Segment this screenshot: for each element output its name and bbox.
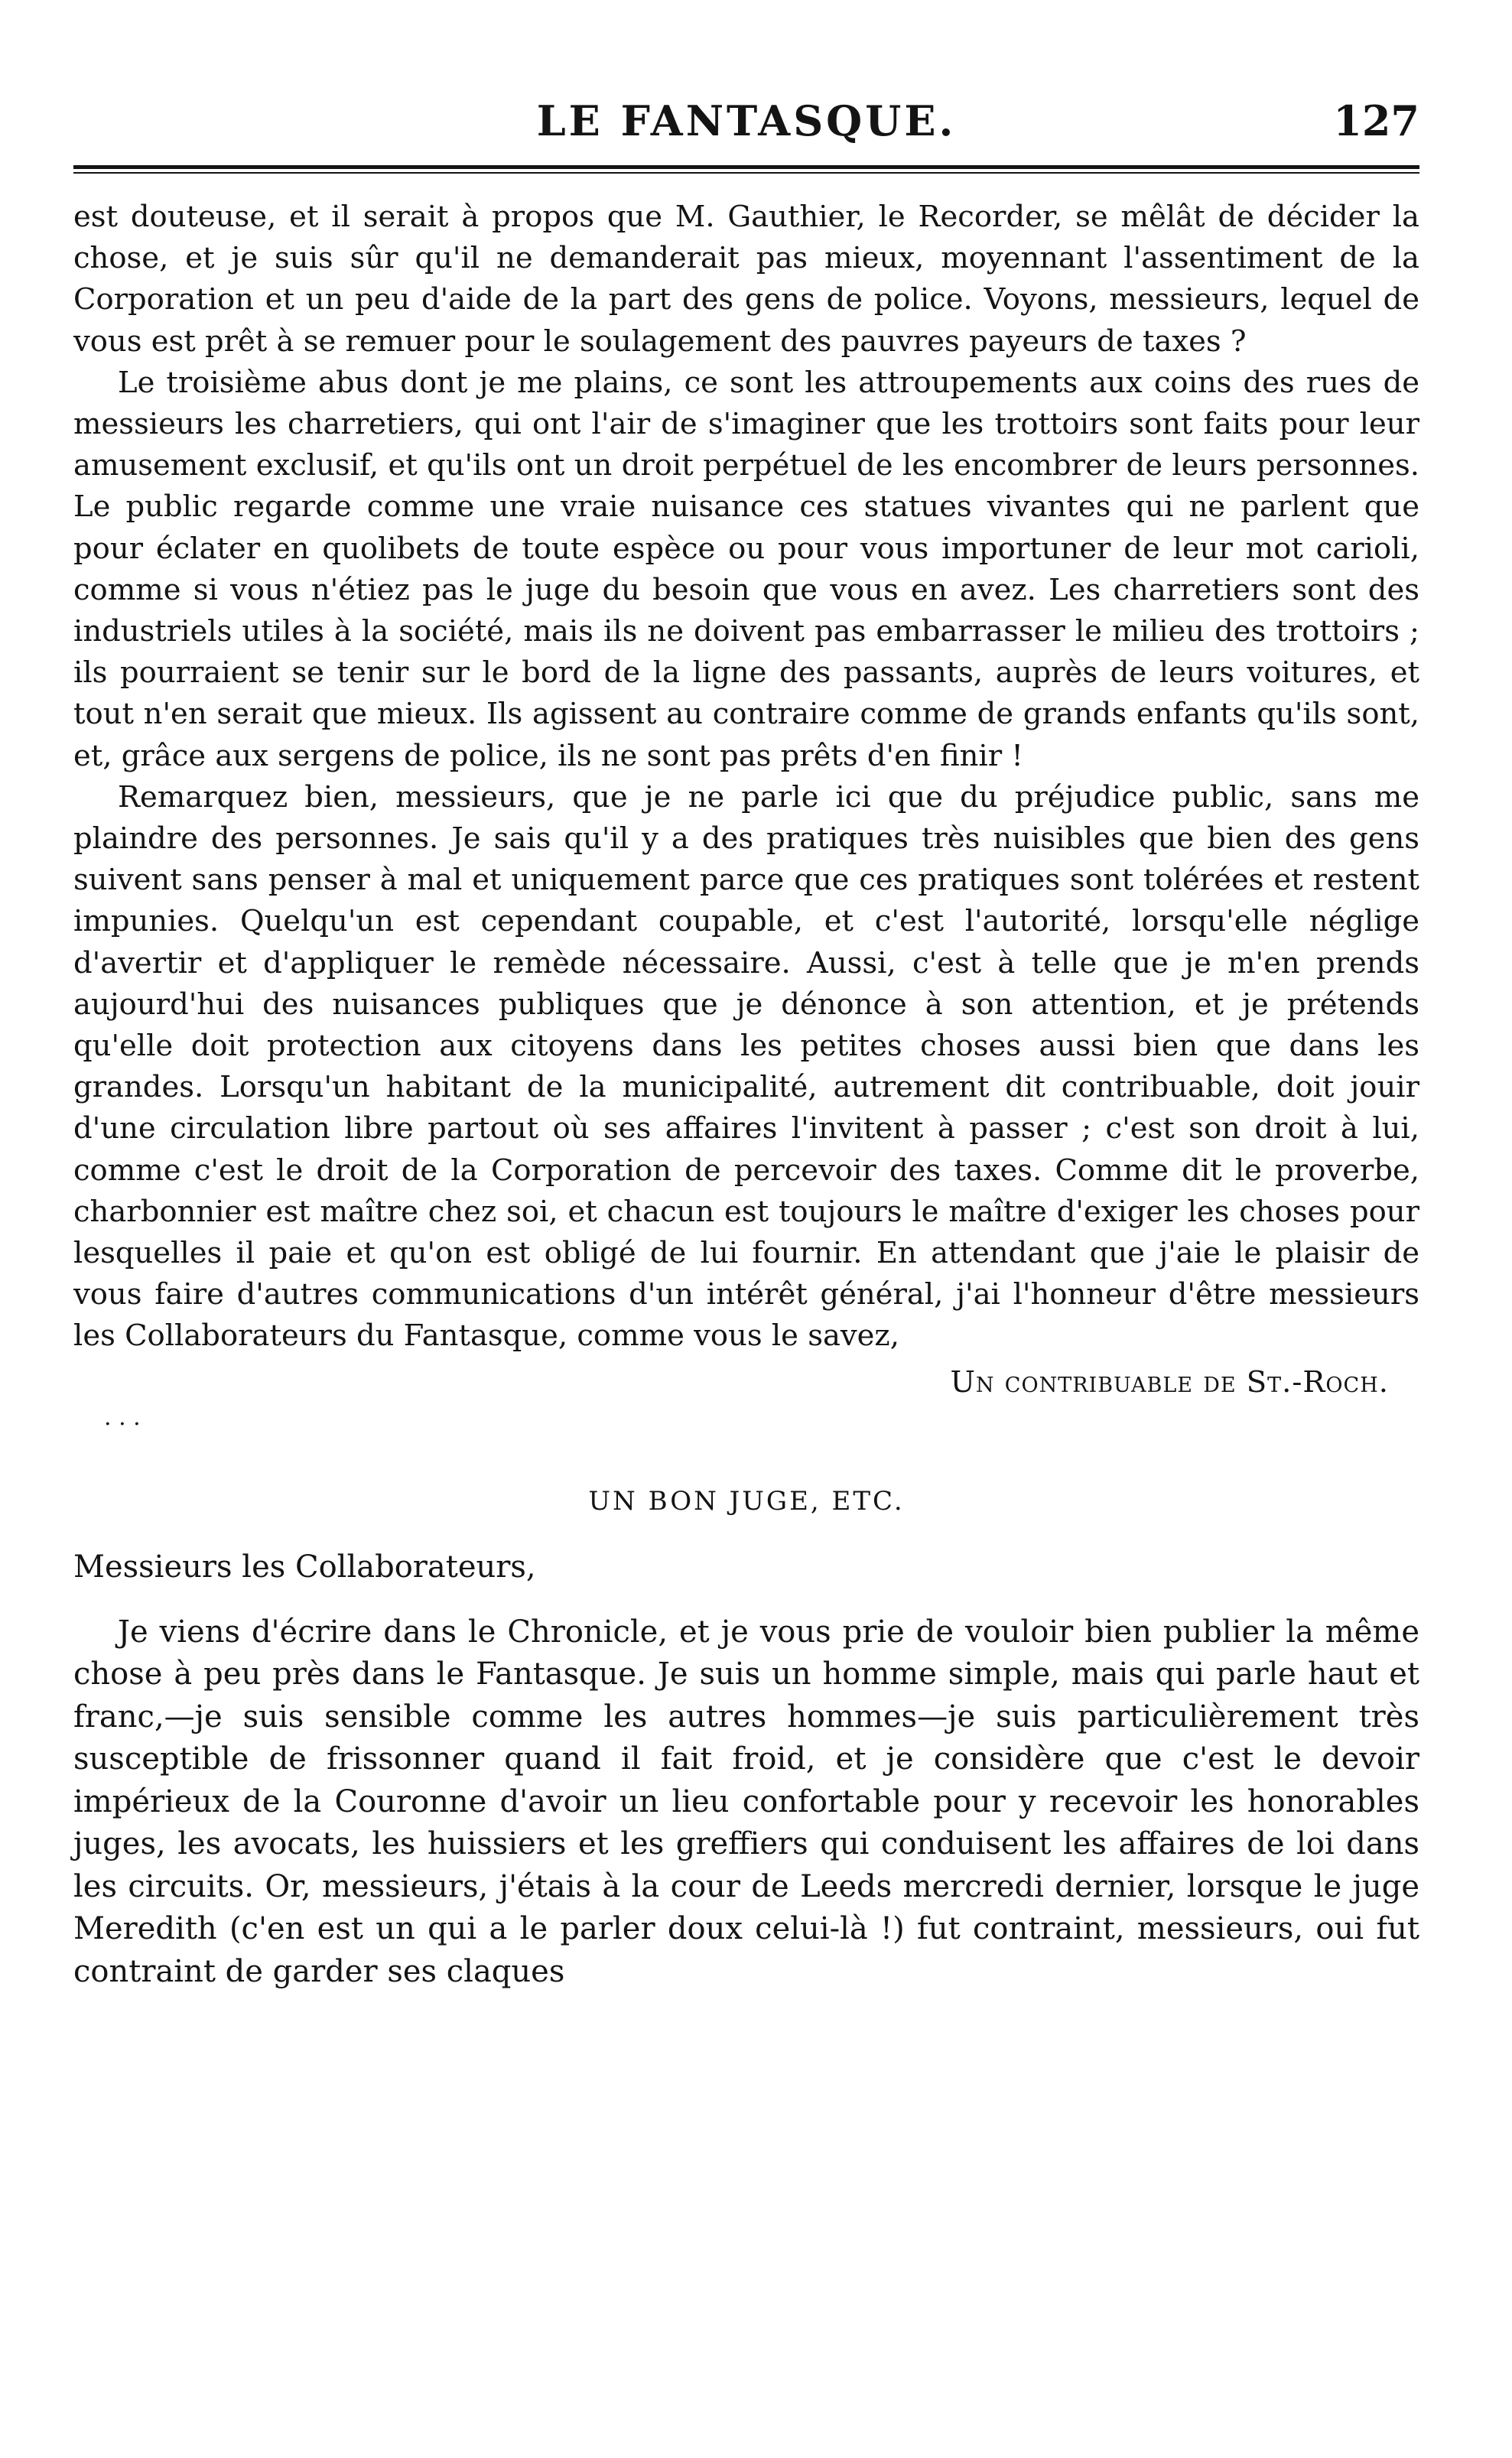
page-number: 127	[1333, 96, 1419, 145]
paragraph-remarquez: Remarquez bien, messieurs, que je ne parle ici que du préjudice public, sans me plaindre des personnes. Je sais qu'il y a des pratiques très nuisibles que bien des gens suivent sans penser à mal et uniquement parce que ces pratiques sont tolérées et restent impunies. Quelqu'un est cependant coupable, et c'est l'autorité, lorsqu'elle néglige d'avertir et d'appliquer le remède nécessaire. Aussi, c'est à telle que je m'en prends aujourd'hui des nuisances publiques que je dénonce à son attention, et je prétends qu'elle doit protection aux citoyens dans les petites choses aussi bien que dans les grandes. Lorsqu'un habitant de la municipalité, autrement dit contribuable, doit jouir d'une circulation libre partout où ses affaires l'invitent à passer ; c'est son droit à lui, comme c'est le droit de la Corporation de percevoir des taxes. Comme dit le proverbe, charbonnier est maître chez soi, et chacun est toujours le maître d'exiger les choses pour lesquelles il paie et qu'on est obligé de lui fournir. En attendant que j'aie le plaisir de vous faire d'autres communications d'un intérêt général, j'ai l'honneur d'être messieurs les Collaborateurs du Fantasque, comme vous le savez,	[73, 779, 1419, 1354]
salutation: Messieurs les Collaborateurs,	[73, 1549, 536, 1585]
newspaper-page	[73, 90, 1419, 1993]
letter-signature: Un contribuable de St.-Roch.	[950, 1364, 1389, 1400]
page-header	[73, 90, 1419, 151]
paragraph-charretiers: Le troisième abus dont je me plains, ce sont les attroupements aux coins des rues de messieurs les charretiers, qui ont l'air de s'imaginer que les trottoirs sont faits pour leur amusement exclusif, et qu'ils ont un droit perpétuel de les encombrer de leurs personnes. Le public regarde comme une vraie nuisance ces statues vivantes qui ne parlent que pour éclater en quolibets de toute espèce ou pour vous importuner de leur mot carioli, comme si vous n'étiez pas le juge du besoin que vous en avez. Les charretiers sont des industriels utiles à la société, mais ils ne doivent pas embarrasser le milieu des trottoirs ; ils pourraient se tenir sur le bord de la ligne des passants, auprès de leurs voitures, et tout n'en serait que mieux. Ils agissent au contraire comme de grands enfants qu'ils sont, et, grâce aux sergens de police, ils ne sont pas prêts d'en finir !	[73, 365, 1419, 773]
letter-one	[73, 197, 1419, 1357]
journal-title: LE FANTASQUE.	[536, 96, 957, 145]
letter-two	[73, 1611, 1419, 1994]
ellipsis-marks: . . .	[104, 1403, 141, 1431]
paragraph-chronicle: Je viens d'écrire dans le Chronicle, et je vous prie de vouloir bien publier la même chose à peu près dans le Fantasque. Je suis un homme simple, mais qui parle haut et franc,—je suis sensible comme les autres hommes—je suis particulièrement très susceptible de frissonner quand il fait froid, et je considère que c'est le devoir impérieux de la Couronne d'avoir un lieu confortable pour y recevoir les honorables juges, les avocats, les huissiers et les greffiers qui conduisent les affaires de loi dans les circuits. Or, messieurs, j'étais à la cour de Leeds mercredi dernier, lorsque le juge Meredith (c'en est un qui a le parler doux celui-là !) fut contraint, messieurs, oui fut contraint de garder ses claques	[73, 1614, 1419, 1989]
header-rule	[73, 165, 1419, 174]
section-title: UN BON JUGE, ETC.	[588, 1485, 905, 1517]
paragraph-continuation: est douteuse, et il serait à propos que M. Gauthier, le Recorder, se mêlât de décider la chose, et je suis sûr qu'il ne demanderait pas mieux, moyennant l'assentiment de la Corporation et un peu d'aide de la part des gens de police. Voyons, messieurs, lequel de vous est prêt à se remuer pour le soulagement des pauvres payeurs de taxes ?	[73, 200, 1419, 359]
